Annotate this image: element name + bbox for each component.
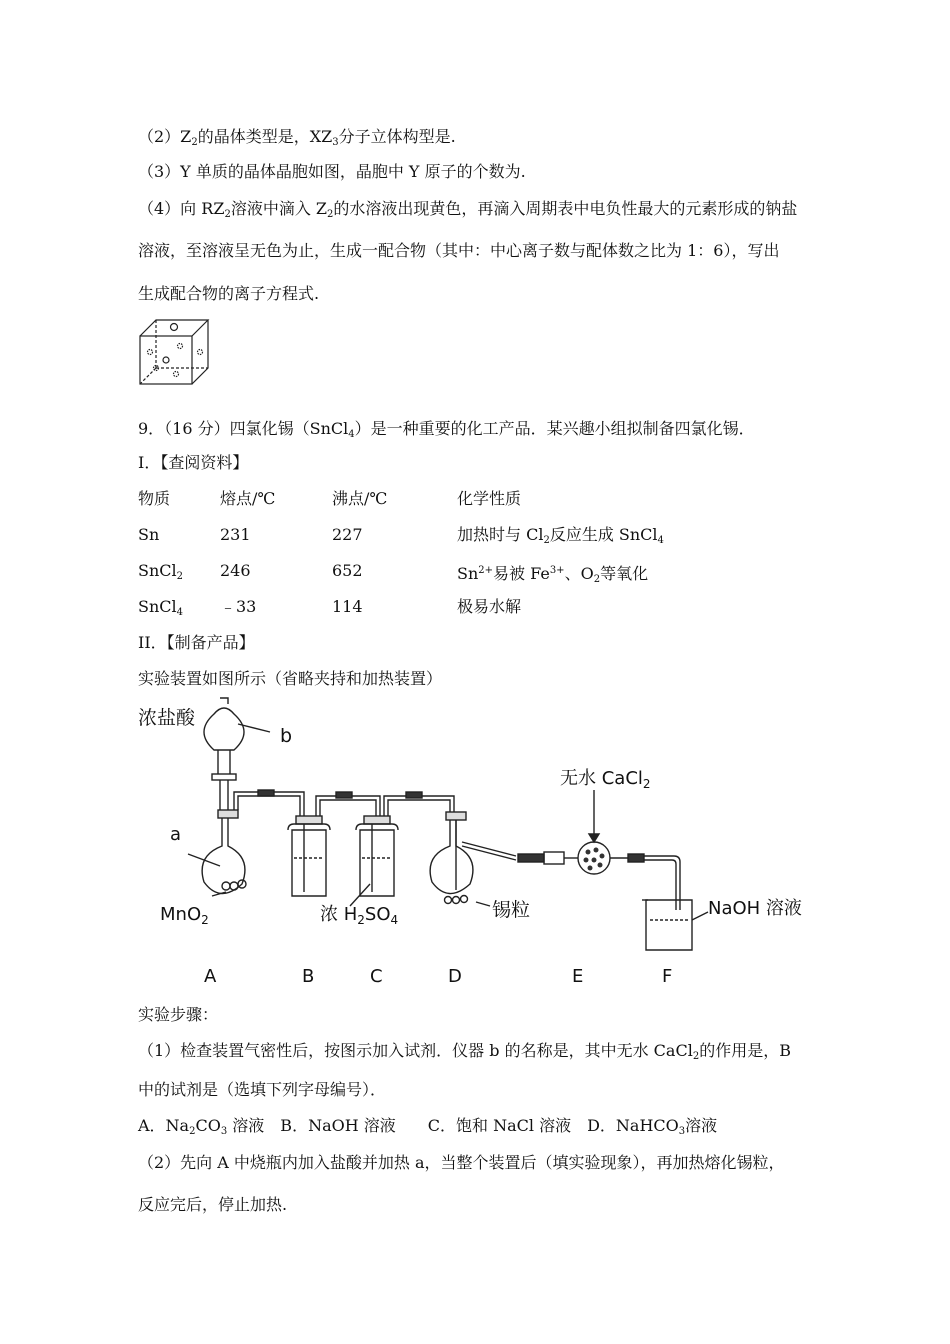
table-cell-mp: 246 — [220, 561, 251, 580]
table-cell-bp: 227 — [332, 525, 363, 544]
steps-title: 实验步骤： — [138, 1005, 219, 1024]
q8-part4-line2: 溶液，至溶液呈无色为止，生成一配合物（其中：中心离子数与配体数之比为 1：6），写出 — [138, 241, 780, 260]
table-cell-mp: 231 — [220, 525, 251, 544]
label-a: a — [170, 824, 182, 845]
q9-title: 9．（16 分）四氯化锡（SnCl$_4$）是一种重要的化工产品．某兴趣小组拟制备四氯化锡． — [138, 419, 755, 440]
table-cell-property: 极易水解 — [457, 597, 522, 616]
label-tin-granules: 锡粒 — [492, 899, 531, 921]
label-mno2: MnO$_2$ — [160, 904, 209, 927]
table-cell-mp: ﹣33 — [220, 597, 257, 616]
q8-part4-line1: （4）向 $RZ_2$溶液中滴入 $Z_2$的水溶液出现黄色，再滴入周期表中电负性最大的元素形成的钠盐 — [138, 199, 798, 220]
section-reference-heading: I．【查阅资料】 — [138, 453, 249, 472]
step2-line1: （2）先向 A 中烧瓶内加入盐酸并加热 a，当整个装置后（填实验现象），再加热熔化锡粒， — [138, 1153, 785, 1172]
label-conc-h2so4: 浓 $H_2SO_4$ — [320, 904, 399, 927]
step1-line1: （1）检查装置气密性后，按图示加入试剂．仪器 b 的名称是，其中无水 CaCl$_2$的作用是，B — [138, 1041, 791, 1062]
unit-cell-figure — [136, 316, 212, 388]
label-conc-hcl: 浓盐酸 — [138, 707, 196, 729]
step1-line2: 中的试剂是（选填下列字母编号）． — [138, 1080, 387, 1099]
table-cell-property: 加热时与 $Cl_2$反应生成 SnCl$_4$ — [457, 525, 664, 546]
apparatus-diagram — [130, 694, 820, 994]
step2-line2: 反应完后，停止加热. — [138, 1195, 288, 1214]
table-cell-bp: 652 — [332, 561, 363, 580]
label-letter-F: F — [662, 966, 673, 987]
apparatus-caption: 实验装置如图所示（省略夹持和加热装置） — [138, 669, 443, 688]
table-cell-property: $Sn^{2+}$易被 $Fe^{3+}$、$O_2$等氧化 — [457, 564, 649, 585]
label-naoh-solution: NaOH 溶液 — [708, 898, 802, 919]
table-header: 化学性质 — [457, 489, 522, 508]
q8-part2: $(2)Z_2$的晶体类型是，$XZ_3$分子立体构型是. — [138, 127, 456, 148]
table-cell-substance: Sn — [138, 525, 160, 544]
table-cell-bp: 114 — [332, 597, 363, 616]
table-cell-substance: SnCl$_4$ — [138, 597, 183, 618]
label-letter-A: A — [204, 966, 217, 987]
table-header: 熔点/℃ — [220, 489, 276, 508]
label-letter-D: D — [448, 966, 462, 987]
table-header: 物质 — [138, 489, 171, 508]
label-anhydrous-cacl2: 无水 CaCl$_2$ — [560, 768, 651, 791]
answer-options: A．$Na_2CO_3$ 溶液 B．NaOH 溶液 C．饱和 NaCl 溶液 D．NaHCO$_3$溶液 — [138, 1116, 718, 1137]
label-letter-E: E — [572, 966, 584, 987]
label-letter-C: C — [370, 966, 383, 987]
label-b: b — [280, 725, 293, 747]
section-preparation-heading: II．【制备产品】 — [138, 633, 255, 652]
label-letter-B: B — [302, 966, 315, 987]
table-header: 沸点/℃ — [332, 489, 388, 508]
q8-part3: （3）Y 单质的晶体晶胞如图，晶胞中 Y 原子的个数为. — [138, 162, 526, 181]
table-cell-substance: SnCl$_2$ — [138, 561, 183, 582]
q8-part4-line3: 生成配合物的离子方程式. — [138, 284, 320, 303]
